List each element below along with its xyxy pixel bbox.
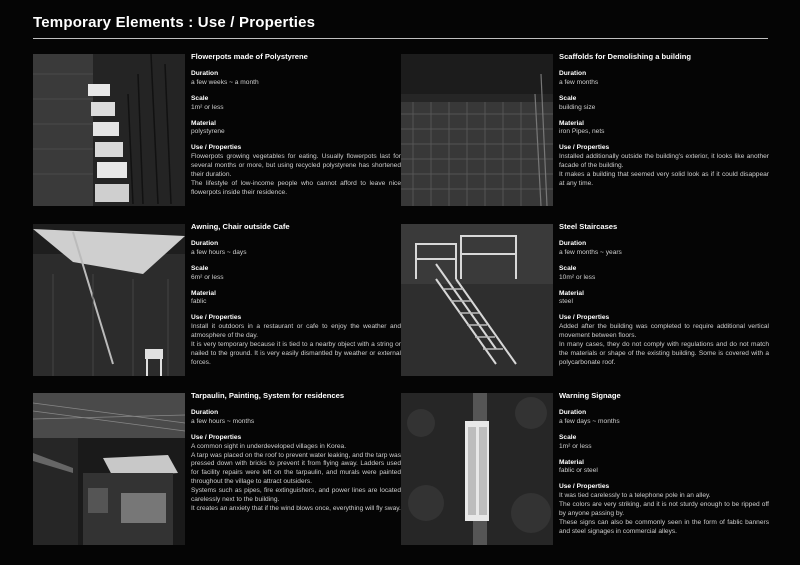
use-text — [191, 153, 401, 198]
item-title: Steel Staircases — [559, 222, 618, 231]
staircases-info — [559, 224, 769, 368]
scale-label: Scale — [559, 264, 577, 272]
material-value: fablic or steel — [559, 467, 598, 475]
duration-value: a few weeks ~ a month — [191, 78, 259, 86]
use-paragraph: These signs can also be commonly seen in the form of fablic banners and steel signages in commercial alleys. — [559, 518, 769, 535]
use-paragraph: It creates an anxiety that if the wind blows once, everything will fly sway. — [191, 504, 401, 512]
scale-value: 1m² or less — [559, 442, 592, 450]
item-title: Tarpaulin, Painting, System for residences — [191, 391, 345, 400]
use-text — [559, 323, 769, 368]
flowerpots-photo — [33, 54, 185, 206]
use-paragraph: The colors are very striking, and it is not sturdy enough to be ripped off by anyone passing by. — [559, 501, 769, 518]
material-label: Material — [559, 458, 584, 466]
use-text — [191, 323, 401, 368]
use-paragraph: Added after the building was completed to require additional vertical movement between floors. — [559, 323, 769, 340]
staircases-photo — [401, 224, 553, 376]
signage-photo — [401, 393, 553, 545]
use-paragraph: It was tied carelessly to a telephone pole in an alley. — [559, 492, 711, 500]
material-label: Material — [559, 289, 584, 297]
use-paragraph: A common sight in underdeveloped villages in Korea. — [191, 442, 347, 450]
use-paragraph: Flowerpots growing vegetables for eating. Usually flowerpots last for several months or more, but using recycled polystyrene has shortened their duration. — [191, 153, 401, 179]
duration-value: a few days ~ months — [559, 417, 620, 425]
item-title: Awning, Chair outside Cafe — [191, 222, 290, 231]
duration-label: Duration — [191, 239, 219, 247]
signage-info — [559, 393, 769, 537]
card-tarpaulin — [33, 393, 400, 548]
scale-value: building size — [559, 103, 596, 111]
duration-value: a few months — [559, 78, 599, 86]
awning-info — [191, 224, 401, 368]
material-value: fablic — [191, 298, 207, 306]
scale-value: 1m² or less — [191, 103, 224, 111]
item-title: Flowerpots made of Polystyrene — [191, 52, 308, 61]
use-paragraph: Install it outdoors in a restaurant or cafe to enjoy the weather and atmosphere of the day. — [191, 323, 401, 340]
material-value: steel — [559, 298, 573, 306]
duration-label: Duration — [191, 69, 219, 77]
duration-value: a few months ~ years — [559, 248, 622, 256]
awning-photo — [33, 224, 185, 376]
card-staircases — [401, 224, 768, 379]
use-label: Use / Properties — [559, 483, 610, 491]
scale-label: Scale — [559, 94, 577, 102]
item-title: Warning Signage — [559, 391, 621, 400]
scaffolds-photo — [401, 54, 553, 206]
material-label: Material — [191, 119, 216, 127]
use-text — [559, 492, 769, 537]
use-paragraph: Systems such as pipes, fire extinguishers, and power lines are located carelessly next to the building. — [191, 487, 401, 504]
use-label: Use / Properties — [191, 144, 242, 152]
use-paragraph: It is very temporary because it is tied to a nearby object with a string or nailed to the ground. It is very easily dismantled by weather or external forces. — [191, 341, 401, 366]
use-paragraph: A tarp was placed on the roof to prevent water leaking, and the tarp was pressed down with bricks to prevent it from flying away. Ladders used for facility repairs were left on the tarpaulin, and murals were painted throughout the village to attract outsiders. — [191, 451, 401, 486]
use-label: Use / Properties — [559, 144, 610, 152]
card-signage — [401, 393, 768, 548]
material-label: Material — [559, 119, 584, 127]
duration-label: Duration — [191, 408, 219, 416]
use-text — [191, 443, 401, 514]
tarpaulin-photo — [33, 393, 185, 545]
duration-value: a few hours ~ months — [191, 417, 255, 425]
use-label: Use / Properties — [191, 314, 242, 322]
scale-label: Scale — [191, 94, 209, 102]
scale-value: 6m² or less — [191, 273, 224, 281]
card-scaffolds — [401, 54, 768, 209]
scale-value: 10m² or less — [559, 273, 596, 281]
duration-label: Duration — [559, 69, 587, 77]
material-label: Material — [191, 289, 216, 297]
item-title: Scaffolds for Demolishing a building — [559, 52, 692, 61]
material-value: iron Pipes, nets — [559, 128, 605, 136]
tarpaulin-info — [191, 393, 401, 514]
duration-label: Duration — [559, 239, 587, 247]
use-paragraph: It makes a building that seemed very solid look as if it could disappear at any time. — [559, 171, 769, 187]
use-paragraph: Installed additionally outside the building's exterior, it looks like another facade of the building. — [559, 153, 769, 170]
use-text — [559, 153, 769, 189]
flowerpots-info — [191, 54, 401, 198]
title-divider — [33, 38, 768, 39]
duration-label: Duration — [559, 408, 587, 416]
use-paragraph: The lifestyle of low-income people who cannot afford to leave nice flowerpots inside their residence. — [191, 179, 401, 196]
scale-label: Scale — [559, 433, 577, 441]
duration-value: a few hours ~ days — [191, 248, 247, 256]
scaffolds-info — [559, 54, 769, 189]
use-label: Use / Properties — [191, 433, 242, 441]
scale-label: Scale — [191, 264, 209, 272]
card-flowerpots — [33, 54, 400, 209]
material-value: polystyrene — [191, 128, 225, 136]
page-title: Temporary Elements : Use / Properties — [33, 14, 316, 31]
card-awning — [33, 224, 400, 379]
use-label: Use / Properties — [559, 314, 610, 322]
use-paragraph: In many cases, they do not comply with regulations and do not match the materials or shape of the existing building. Some is covered with a polycarbonate roof. — [559, 341, 769, 366]
